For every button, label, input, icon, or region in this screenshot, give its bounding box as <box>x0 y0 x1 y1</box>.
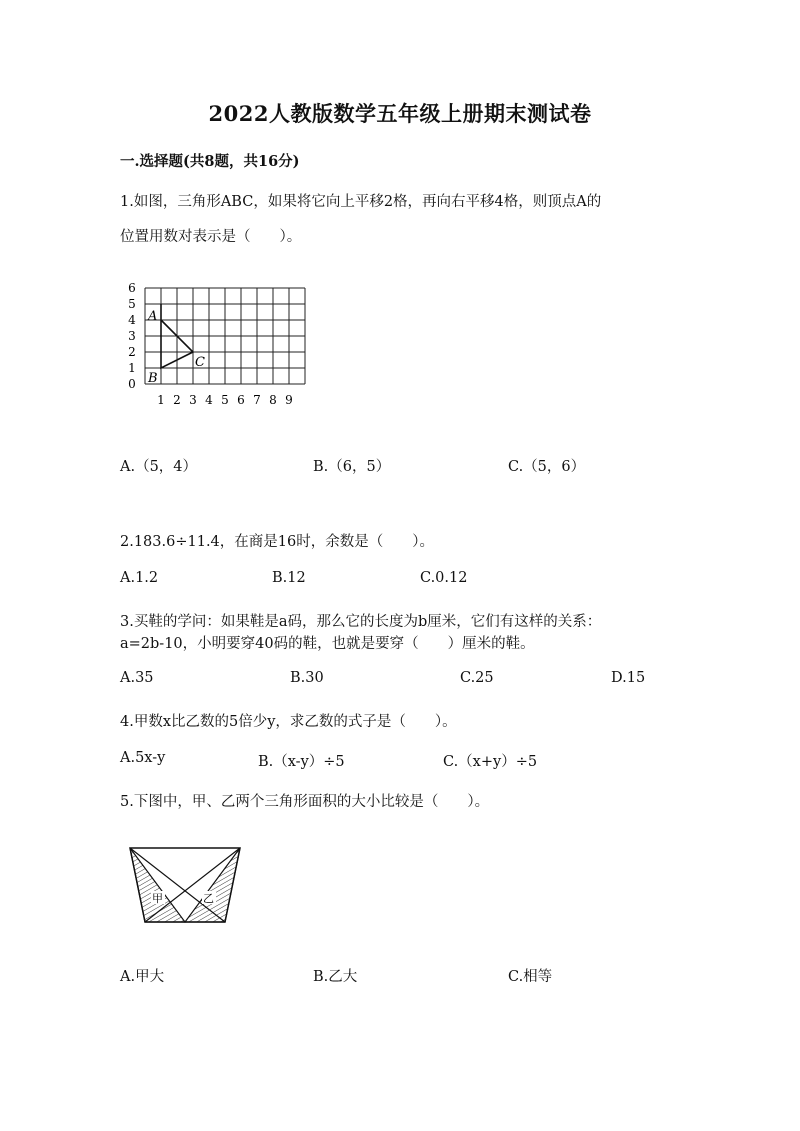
x-tick-label: 5 <box>221 393 229 407</box>
x-tick-label: 8 <box>269 393 277 407</box>
x-tick-label: 4 <box>205 393 213 407</box>
question-3-option-d[interactable]: D.15 <box>611 670 646 686</box>
question-1-text-line2: 位置用数对表示是（ ）。 <box>120 229 302 245</box>
question-5-option-b[interactable]: B.乙大 <box>313 969 358 985</box>
y-tick-label: 5 <box>128 297 136 311</box>
question-5-option-a[interactable]: A.甲大 <box>120 969 165 985</box>
vertex-b-label: B <box>148 371 158 386</box>
question-3-text-line1: 3.买鞋的学问：如果鞋是a码，那么它的长度为b厘米，它们有这样的关系： <box>120 614 602 630</box>
label-yi: 乙 <box>203 892 214 905</box>
y-tick-label: 3 <box>128 329 136 343</box>
question-3-option-c[interactable]: C.25 <box>460 670 494 686</box>
question-1-option-b[interactable]: B.（6，5） <box>313 459 391 475</box>
x-tick-label: 2 <box>173 393 181 407</box>
question-2-option-b[interactable]: B.12 <box>272 570 306 586</box>
y-tick-label: 1 <box>128 361 136 375</box>
y-tick-label: 2 <box>128 345 136 359</box>
vertex-c-label: C <box>195 355 205 370</box>
question-3-text-line2: a=2b-10，小明要穿40码的鞋，也就是要穿（ ）厘米的鞋。 <box>120 636 535 652</box>
y-tick-label: 6 <box>128 281 136 295</box>
question-5-text: 5.下图中，甲、乙两个三角形面积的大小比较是（ ）。 <box>120 794 490 810</box>
page-title: 2022人教版数学五年级上册期末测试卷 <box>208 101 592 126</box>
y-tick-label: 0 <box>128 377 136 391</box>
y-axis-ticks <box>128 281 136 391</box>
question-1-text-line1: 1.如图，三角形ABC，如果将它向上平移2格，再向右平移4格，则顶点A的 <box>120 194 602 210</box>
x-tick-label: 3 <box>189 393 197 407</box>
x-tick-label: 9 <box>285 393 293 407</box>
question-1-option-a[interactable]: A.（5，4） <box>120 459 198 475</box>
y-tick-label: 4 <box>128 313 136 327</box>
question-2-option-c[interactable]: C.0.12 <box>420 570 468 586</box>
question-1-grid-figure <box>120 280 310 410</box>
x-axis-ticks <box>157 393 293 407</box>
question-5-trapezoid-figure <box>125 843 245 928</box>
x-tick-label: 7 <box>253 393 261 407</box>
vertex-a-label: A <box>148 309 158 324</box>
question-1-option-c[interactable]: C.（5，6） <box>508 459 586 475</box>
coordinate-grid <box>145 288 305 384</box>
x-tick-label: 6 <box>237 393 245 407</box>
section-heading: 一.选择题(共8题，共16分) <box>120 153 300 170</box>
question-2-option-a[interactable]: A.1.2 <box>120 570 159 586</box>
question-3-option-b[interactable]: B.30 <box>290 670 324 686</box>
question-4-option-b[interactable]: B.（x-y）÷5 <box>258 754 345 770</box>
label-jia: 甲 <box>152 892 163 905</box>
question-2-text: 2.183.6÷11.4，在商是16时，余数是（ ）。 <box>120 534 434 550</box>
question-4-text: 4.甲数x比乙数的5倍少y，求乙数的式子是（ ）。 <box>120 714 457 730</box>
question-5-option-c[interactable]: C.相等 <box>508 969 553 985</box>
question-4-option-a[interactable]: A.5x-y <box>120 750 166 766</box>
question-3-option-a[interactable]: A.35 <box>120 670 154 686</box>
x-tick-label: 1 <box>157 393 165 407</box>
question-4-option-c[interactable]: C.（x+y）÷5 <box>443 754 538 770</box>
